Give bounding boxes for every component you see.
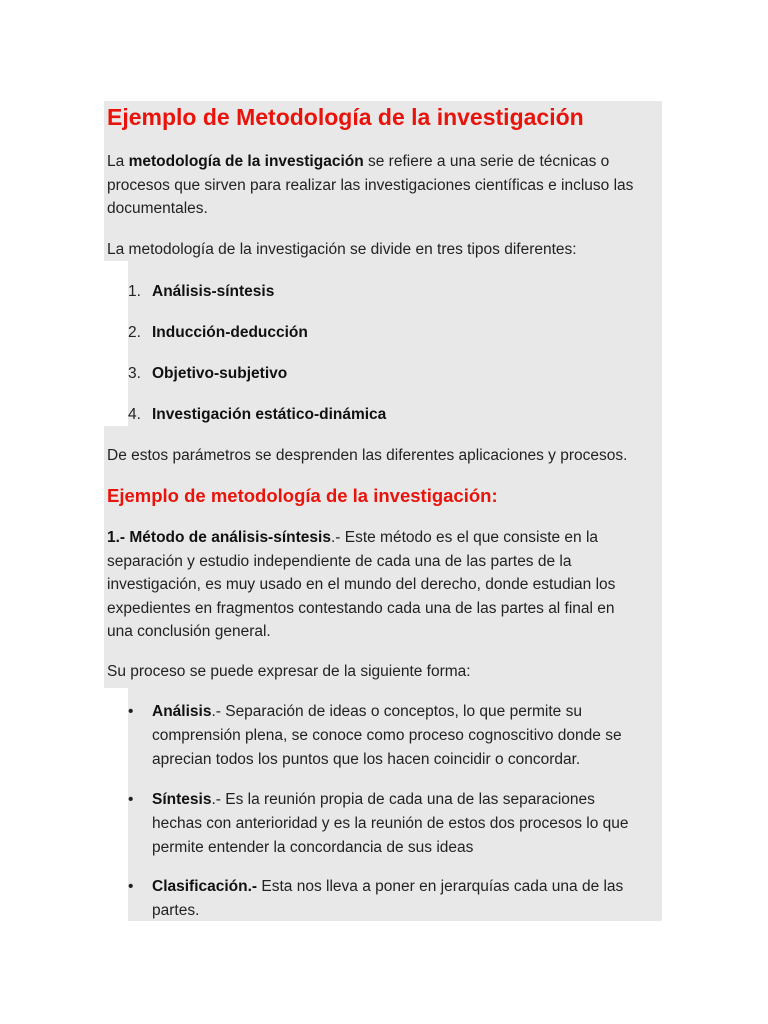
method-bold-label: 1.- Método de análisis-síntesis	[107, 529, 331, 546]
list-item: 4. Investigación estático-dinámica	[128, 406, 387, 423]
bullet-icon: •	[128, 791, 134, 808]
method-paragraph: 1.- Método de análisis-síntesis.- Este método es el que consiste en la separación y estudio independiente de cada una de las partes de la investigación, es muy usado en el mundo del derecho, donde estudian los expedientes en fragmentos contestando cada una de las partes al final en una conclusión general.	[107, 529, 616, 640]
list-item: 2. Inducción-deducción	[128, 324, 308, 341]
divide-paragraph: La metodología de la investigación se divide en tres tipos diferentes:	[107, 241, 577, 258]
bullet-icon: •	[128, 703, 134, 720]
bullet-item: • Análisis.- Separación de ideas o conceptos, lo que permite su comprensión plena, se conoce como proceso cognoscitivo donde se aprecian todos los puntos que los hacen coincidir o concordar.	[128, 700, 662, 772]
intro-paragraph: La metodología de la investigación se refiere a una serie de técnicas o procesos que sirven para realizar las investigaciones científicas e incluso las documentales.	[107, 153, 634, 217]
params-paragraph: De estos parámetros se desprenden las diferentes aplicaciones y procesos.	[107, 447, 628, 464]
bullet-item: • Síntesis.- Es la reunión propia de cada una de las separaciones hechas con anterioridad y es la reunión de estos dos procesos lo que permite entender la concordancia de sus ideas	[128, 788, 662, 860]
list-item: 1. Análisis-síntesis	[128, 283, 275, 300]
intro-bold-term: metodología de la investigación	[128, 153, 364, 170]
process-paragraph: Su proceso se puede expresar de la siguiente forma:	[107, 663, 471, 680]
page-title: Ejemplo de Metodología de la investigación	[107, 104, 584, 130]
list-item: 3. Objetivo-subjetivo	[128, 365, 288, 382]
bullet-icon: •	[128, 878, 134, 895]
bullet-item: • Clasificación.- Esta nos lleva a poner en jerarquías cada una de las partes.	[128, 875, 662, 923]
section-subtitle: Ejemplo de metodología de la investigación:	[107, 485, 498, 506]
